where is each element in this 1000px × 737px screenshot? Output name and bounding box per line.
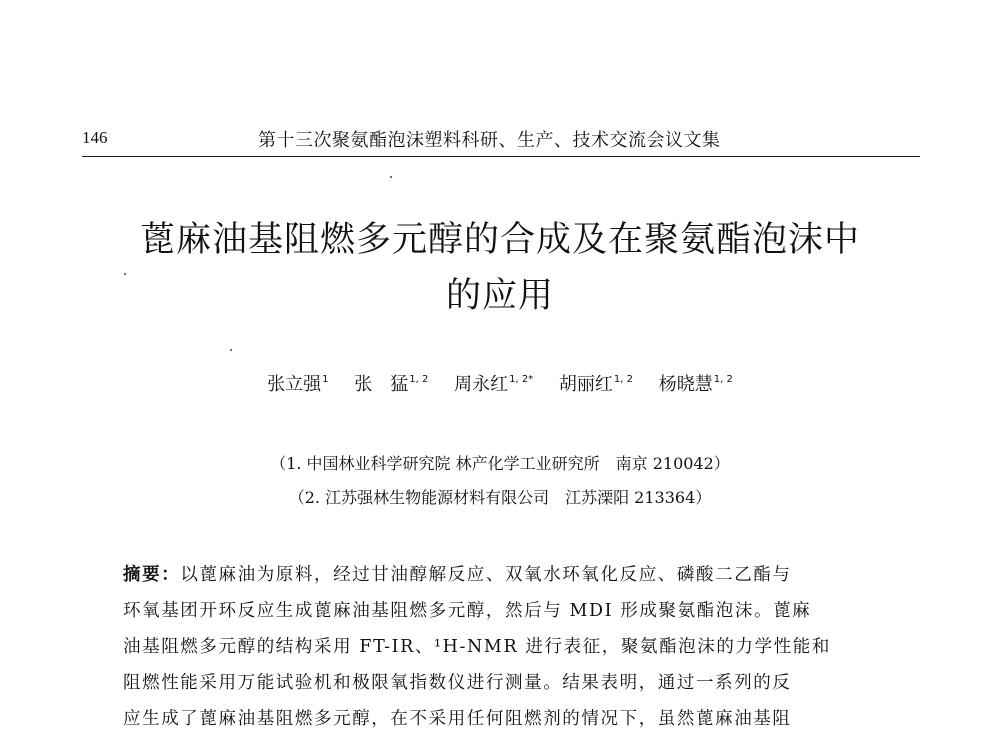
author-affiliation-mark: 1, 2 — [613, 374, 634, 385]
author-list — [0, 370, 1000, 396]
author-name: 张立强 — [267, 374, 322, 395]
author-name: 杨晓慧 — [658, 374, 713, 395]
affiliation-list — [0, 447, 1000, 515]
abstract — [123, 557, 878, 737]
affiliation: （1. 中国林业科学研究院 林产化学工业研究所 南京 210042） — [270, 454, 730, 473]
abstract-text: 以蓖麻油为原料，经过甘油醇解反应、双氧水环氧化反应、磷酸二乙酯与 — [180, 565, 792, 585]
abstract-label: 摘要： — [123, 565, 181, 585]
paper-title-line: 蓖麻油基阻燃多元醇的合成及在聚氨酯泡沫中 — [139, 220, 860, 260]
scan-speck — [390, 176, 392, 178]
running-header — [82, 122, 920, 157]
paper-title — [70, 212, 930, 324]
scan-speck — [230, 349, 232, 351]
abstract-line: 环氧基团开环反应生成蓖麻油基阻燃多元醇，然后与 MDI 形成聚氨酯泡沫。蓖麻 — [123, 601, 812, 621]
journal-title: 第十三次聚氨酯泡沫塑料科研、生产、技术交流会议文集 — [258, 130, 721, 151]
page-number: 146 — [82, 128, 108, 147]
abstract-line: 阻燃性能采用万能试验机和极限氧指数仪进行测量。结果表明，通过一系列的反 — [123, 673, 792, 693]
author-affiliation-mark: 1, 2 — [409, 374, 429, 385]
author — [454, 374, 533, 395]
author-affiliation-mark: 1 — [322, 374, 329, 385]
affiliation: （2. 江苏强林生物能源材料有限公司 江苏溧阳 213364） — [288, 488, 712, 507]
paper-title-line: 的应用 — [445, 276, 554, 316]
author-name: 胡丽红 — [558, 374, 613, 395]
author — [354, 374, 428, 395]
author-name: 张 猛 — [354, 374, 409, 395]
author-name: 周永红 — [454, 374, 509, 395]
scan-speck — [124, 273, 126, 275]
abstract-line — [123, 557, 878, 593]
author — [659, 374, 733, 395]
author-affiliation-mark: 1, 2 — [713, 374, 733, 385]
author — [559, 374, 633, 395]
abstract-line: 油基阻燃多元醇的结构采用 FT-IR、¹H-NMR 进行表征，聚氨酯泡沫的力学性能和 — [123, 637, 831, 657]
abstract-line: 应生成了蓖麻油基阻燃多元醇，在不采用任何阻燃剂的情况下，虽然蓖麻油基阻 — [123, 709, 792, 729]
author — [267, 374, 328, 395]
author-affiliation-mark: 1, 2* — [509, 374, 534, 385]
